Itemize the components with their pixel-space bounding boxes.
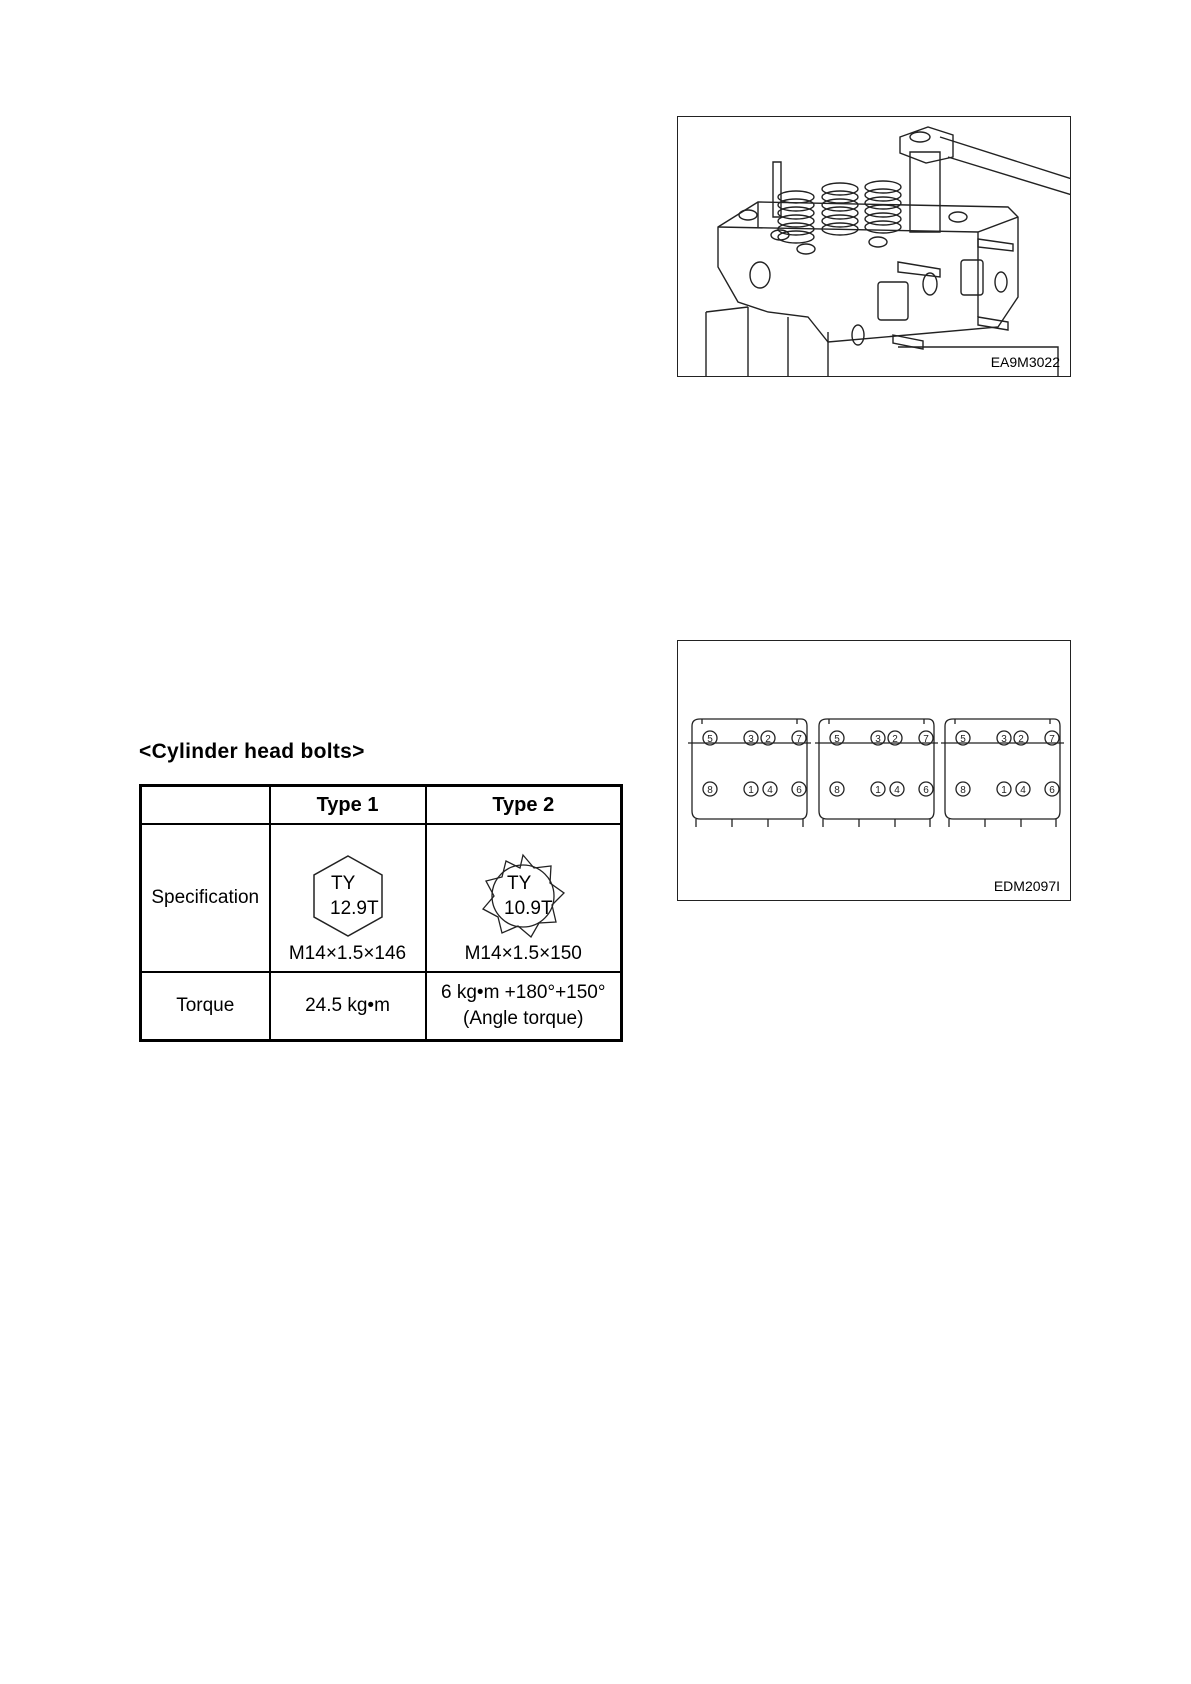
sequence-number: 1 xyxy=(875,785,881,796)
type2-size: M14×1.5×150 xyxy=(464,943,582,964)
type2-mark-line1: TY xyxy=(507,873,532,894)
type1-spec-cell xyxy=(270,824,426,972)
sequence-number: 3 xyxy=(748,734,754,745)
sequence-number: 5 xyxy=(834,734,840,745)
sequence-number: 2 xyxy=(892,734,898,745)
figure-code: EA9M3022 xyxy=(990,354,1060,370)
table-header-row xyxy=(141,786,622,825)
type2-torque xyxy=(426,972,622,1041)
sequence-number: 4 xyxy=(1020,785,1026,796)
specification-label: Specification xyxy=(141,824,270,972)
sequence-number: 7 xyxy=(1049,734,1055,745)
hexagon-bolt-mark-icon xyxy=(308,853,388,939)
sequence-number: 8 xyxy=(834,785,840,796)
sequence-number: 8 xyxy=(707,785,713,796)
type2-torque-line2: (Angle torque) xyxy=(463,1008,584,1029)
sequence-number: 7 xyxy=(923,734,929,745)
specification-row xyxy=(141,824,622,972)
tightening-sequence-diagram xyxy=(678,641,1071,901)
sequence-number: 5 xyxy=(707,734,713,745)
sequence-number: 1 xyxy=(748,785,754,796)
sequence-number: 8 xyxy=(960,785,966,796)
type2-spec-cell xyxy=(426,824,622,972)
type2-torque-line1: 6 kg•m +180°+150° xyxy=(441,982,606,1004)
cylinder-head-wrench-figure xyxy=(677,116,1071,377)
header-type1: Type 1 xyxy=(270,786,426,825)
section-title: <Cylinder head bolts> xyxy=(139,740,365,763)
sequence-number: 7 xyxy=(796,734,802,745)
header-empty xyxy=(141,786,270,825)
cylinder-head-illustration xyxy=(678,117,1071,377)
twelve-point-bolt-mark-icon xyxy=(480,853,566,939)
sequence-number: 6 xyxy=(923,785,929,796)
tightening-sequence-figure xyxy=(677,640,1071,901)
cylinder-head-bolts-table xyxy=(139,784,623,1042)
sequence-number: 3 xyxy=(875,734,881,745)
sequence-number: 5 xyxy=(960,734,966,745)
type2-mark-line2: 10.9T xyxy=(504,898,553,919)
figure-code: EDM2097I xyxy=(993,878,1060,894)
sequence-number: 4 xyxy=(894,785,900,796)
type1-mark-line1: TY xyxy=(330,873,355,894)
sequence-number: 6 xyxy=(1049,785,1055,796)
sequence-number: 2 xyxy=(1018,734,1024,745)
sequence-number: 1 xyxy=(1001,785,1007,796)
sequence-number: 4 xyxy=(767,785,773,796)
torque-label: Torque xyxy=(141,972,270,1041)
sequence-number: 2 xyxy=(765,734,771,745)
sequence-number: 6 xyxy=(796,785,802,796)
header-type2: Type 2 xyxy=(426,786,622,825)
sequence-number: 3 xyxy=(1001,734,1007,745)
type1-size: M14×1.5×146 xyxy=(288,943,407,964)
type1-torque: 24.5 kg•m xyxy=(270,972,426,1041)
torque-row xyxy=(141,972,622,1041)
type1-mark-line2: 12.9T xyxy=(329,898,379,919)
